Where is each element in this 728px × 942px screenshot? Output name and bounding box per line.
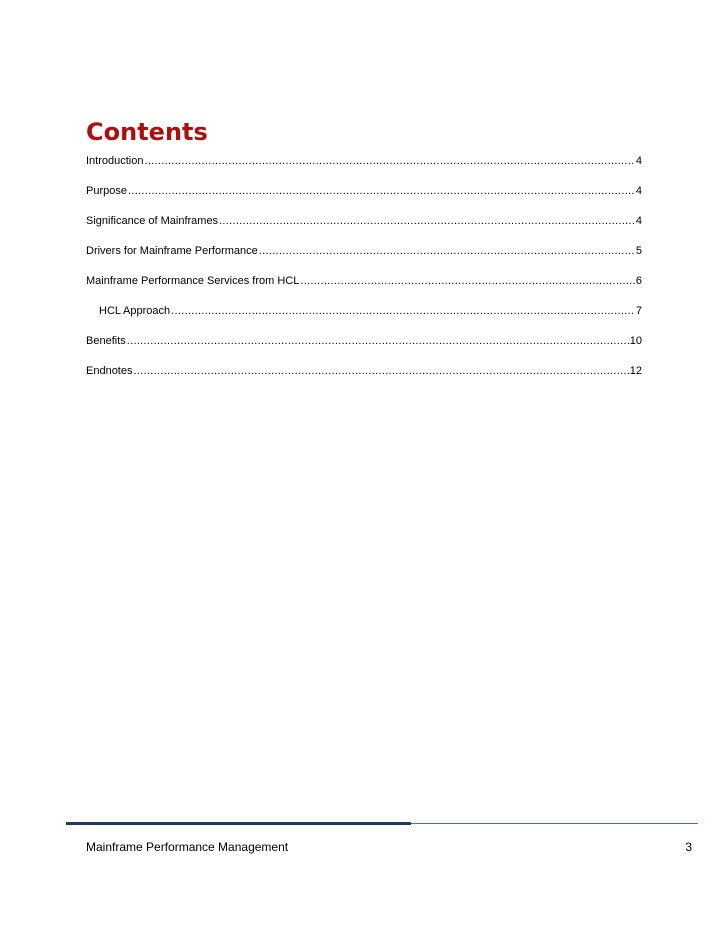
toc-dot-leader bbox=[133, 362, 628, 381]
toc-dot-leader bbox=[219, 212, 635, 231]
toc-entry-drivers-for-mainframe-performance[interactable] bbox=[86, 242, 642, 261]
toc-entry-page: 4 bbox=[635, 215, 642, 227]
toc-heading: Contents bbox=[86, 118, 208, 146]
toc-dot-leader bbox=[300, 272, 635, 291]
toc-entry-page: 10 bbox=[629, 335, 642, 347]
toc-entry-title: Benefits bbox=[86, 335, 126, 347]
toc-entry-title: Mainframe Performance Services from HCL bbox=[86, 275, 300, 287]
toc-entry-mainframe-performance-services[interactable] bbox=[86, 272, 642, 291]
toc-entry-page: 5 bbox=[635, 245, 642, 257]
footer-page-number: 3 bbox=[685, 840, 692, 854]
toc-entry-benefits[interactable] bbox=[86, 332, 642, 351]
toc-dot-leader bbox=[171, 302, 635, 321]
toc-entry-introduction[interactable] bbox=[86, 152, 642, 171]
footer-divider-thick bbox=[66, 822, 411, 825]
toc-entry-endnotes[interactable] bbox=[86, 362, 642, 381]
toc-entry-significance-of-mainframes[interactable] bbox=[86, 212, 642, 231]
toc-entry-title: Drivers for Mainframe Performance bbox=[86, 245, 258, 257]
toc-entry-title: Purpose bbox=[86, 185, 127, 197]
footer-divider bbox=[66, 822, 698, 825]
toc-entry-page: 4 bbox=[635, 155, 642, 167]
toc-entry-purpose[interactable] bbox=[86, 182, 642, 201]
toc-entry-title: HCL Approach bbox=[99, 305, 171, 317]
toc-entry-page: 4 bbox=[635, 185, 642, 197]
toc-entry-page: 6 bbox=[635, 275, 642, 287]
toc-entry-hcl-approach[interactable] bbox=[86, 302, 642, 321]
toc-entry-title: Endnotes bbox=[86, 365, 133, 377]
toc-entry-title: Introduction bbox=[86, 155, 144, 167]
toc-entry-page: 12 bbox=[629, 365, 642, 377]
table-of-contents bbox=[86, 152, 642, 392]
toc-dot-leader bbox=[259, 242, 635, 261]
footer-divider-thin bbox=[411, 823, 698, 824]
toc-dot-leader bbox=[127, 332, 629, 351]
toc-entry-page: 7 bbox=[635, 305, 642, 317]
toc-dot-leader bbox=[128, 182, 635, 201]
toc-dot-leader bbox=[144, 152, 634, 171]
toc-entry-title: Significance of Mainframes bbox=[86, 215, 219, 227]
footer-document-title: Mainframe Performance Management bbox=[86, 840, 289, 854]
